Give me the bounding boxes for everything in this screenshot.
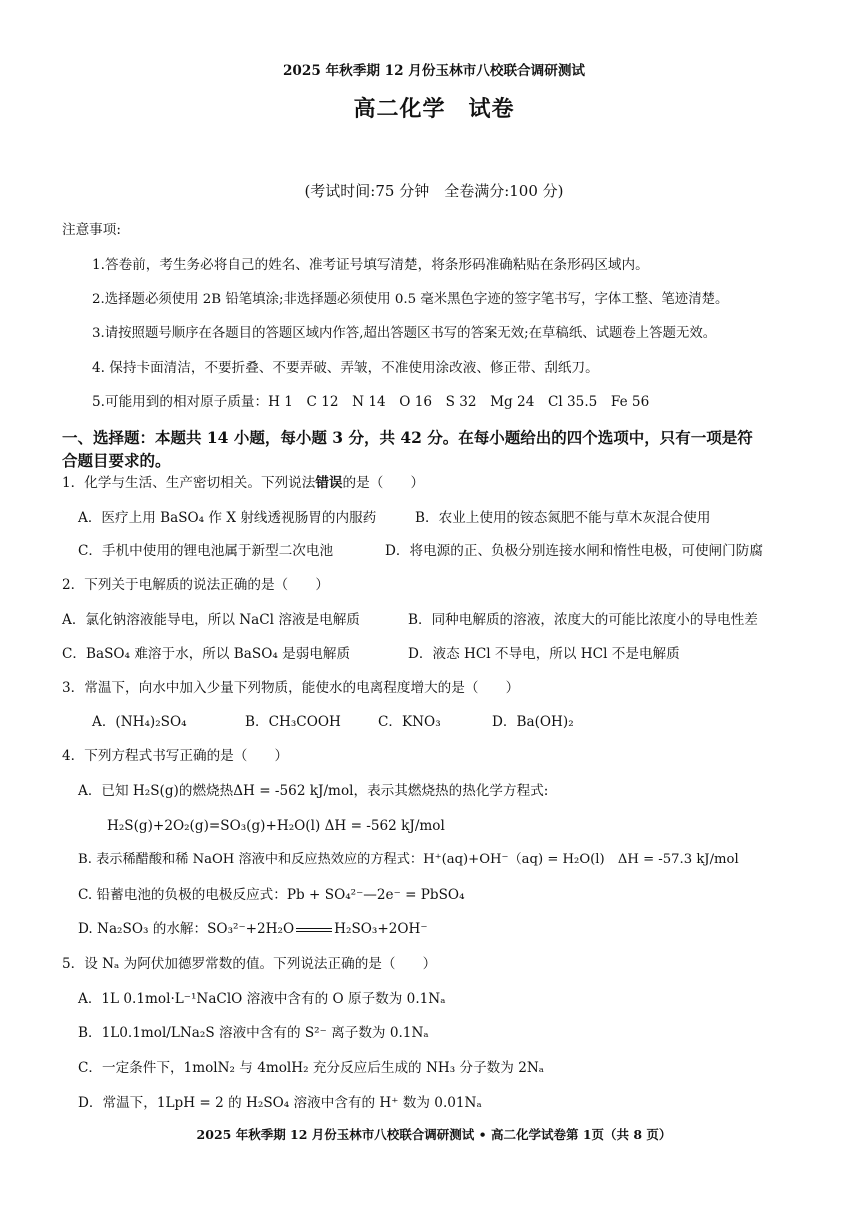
q4-option-d-left: D. Na₂SO₃ 的水解：SO₃²⁻+2H₂O	[78, 921, 295, 937]
section-heading-line2: 合题目要求的。	[62, 451, 171, 470]
q5-option-b: B．1L0.1mol/LNa₂S 溶液中含有的 S²⁻ 离子数为 0.1Nₐ	[78, 1025, 429, 1041]
q3-stem: 3．常温下，向水中加入少量下列物质，能使水的电离程度增大的是（ ）	[62, 680, 520, 696]
q4-stem: 4．下列方程式书写正确的是（ ）	[62, 748, 289, 764]
exam-title: 高二化学 试卷	[353, 96, 515, 122]
q1-stem	[62, 474, 424, 492]
q1-option-a: A．医疗上用 BaSO₄ 作 X 射线透视肠胃的内服药	[78, 510, 377, 526]
q1-stem-b: 的是（ ）	[342, 475, 425, 491]
q2-option-a: A．氯化钠溶液能导电，所以 NaCl 溶液是电解质	[62, 612, 360, 628]
note-4: 4. 保持卡面清洁，不要折叠、不要弄破、弄皱，不准使用涂改液、修正带、刮纸刀。	[92, 360, 599, 376]
section-heading-line1: 一、选择题：本题共 14 小题，每小题 3 分，共 42 分。在每小题给出的四个选项中，只有一项是符	[62, 428, 753, 447]
q5-option-c: C．一定条件下，1molN₂ 与 4molH₂ 充分反应后生成的 NH₃ 分子数为 2Nₐ	[78, 1060, 544, 1076]
reversible-arrow-icon	[294, 925, 334, 935]
notes-heading: 注意事项:	[62, 222, 121, 238]
note-5: 5.可能用到的相对原子质量：H 1 C 12 N 14 O 16 S 32 Mg 24 Cl 35.5 Fe 56	[92, 394, 650, 410]
note-1: 1.答卷前，考生务必将自己的姓名、准考证号填写清楚，将条形码准确粘贴在条形码区域内。	[92, 257, 649, 273]
q3-option-c: C．KNO₃	[378, 714, 441, 730]
q2-option-d: D．液态 HCl 不导电，所以 HCl 不是电解质	[408, 646, 680, 662]
note-3: 3.请按照题号顺序在各题目的答题区域内作答,超出答题区书写的答案无效;在草稿纸、试题卷上答题无效。	[92, 326, 717, 341]
q2-stem: 2．下列关于电解质的说法正确的是（ ）	[62, 577, 329, 593]
q5-option-d: D．常温下，1LpH = 2 的 H₂SO₄ 溶液中含有的 H⁺ 数为 0.01Nₐ	[78, 1095, 482, 1111]
q4-option-c: C. 铅蓄电池的负极的电极反应式：Pb + SO₄²⁻—2e⁻ = PbSO₄	[78, 887, 465, 903]
q5-stem: 5．设 Nₐ 为阿伏加德罗常数的值。下列说法正确的是（ ）	[62, 956, 437, 972]
q4-option-b: B. 表示稀醋酸和稀 NaOH 溶液中和反应热效应的方程式：H⁺(aq)+OH⁻（aq) = H₂O(l) ΔH = -57.3 kJ/mol	[78, 852, 739, 867]
q1-stem-a: 1．化学与生活、生产密切相关。下列说法	[62, 475, 316, 491]
q4-option-d	[78, 920, 428, 938]
q3-option-a: A．(NH₄)₂SO₄	[92, 714, 187, 730]
q4-option-a-equation: H₂S(g)+2O₂(g)=SO₃(g)+H₂O(l) ΔH = -562 kJ/mol	[107, 818, 445, 834]
q2-option-b: B．同种电解质的溶液，浓度大的可能比浓度小的导电性差	[408, 612, 758, 628]
q1-stem-emphasis: 错误	[315, 475, 343, 491]
q1-option-d: D．将电源的正、负极分别连接水闸和惰性电极，可使闸门防腐	[385, 543, 763, 559]
q4-option-d-right: H₂SO₃+2OH⁻	[334, 921, 428, 937]
exam-info: (考试时间:75 分钟 全卷满分:100 分)	[304, 182, 564, 200]
exam-header: 2025 年秋季期 12 月份玉林市八校联合调研测试	[282, 63, 586, 79]
q1-option-b: B．农业上使用的铵态氮肥不能与草木灰混合使用	[415, 510, 711, 526]
q5-option-a: A．1L 0.1mol·L⁻¹NaClO 溶液中含有的 O 原子数为 0.1Nₐ	[78, 991, 446, 1007]
q4-option-a: A．已知 H₂S(g)的燃烧热ΔH = -562 kJ/mol，表示其燃烧热的热化学方程式:	[78, 783, 549, 799]
q2-option-c: C．BaSO₄ 难溶于水，所以 BaSO₄ 是弱电解质	[62, 646, 351, 662]
q3-option-d: D．Ba(OH)₂	[492, 714, 574, 730]
note-2: 2.选择题必须使用 2B 铅笔填涂;非选择题必须使用 0.5 毫米黑色字迹的签字笔书写，字体工整、笔迹清楚。	[92, 292, 729, 307]
q3-option-b: B．CH₃COOH	[245, 714, 341, 730]
q1-option-c: C．手机中使用的锂电池属于新型二次电池	[78, 543, 334, 559]
page-footer: 2025 年秋季期 12 月份玉林市八校联合调研测试 • 高二化学试卷第 1页（共 8 页）	[196, 1127, 672, 1142]
